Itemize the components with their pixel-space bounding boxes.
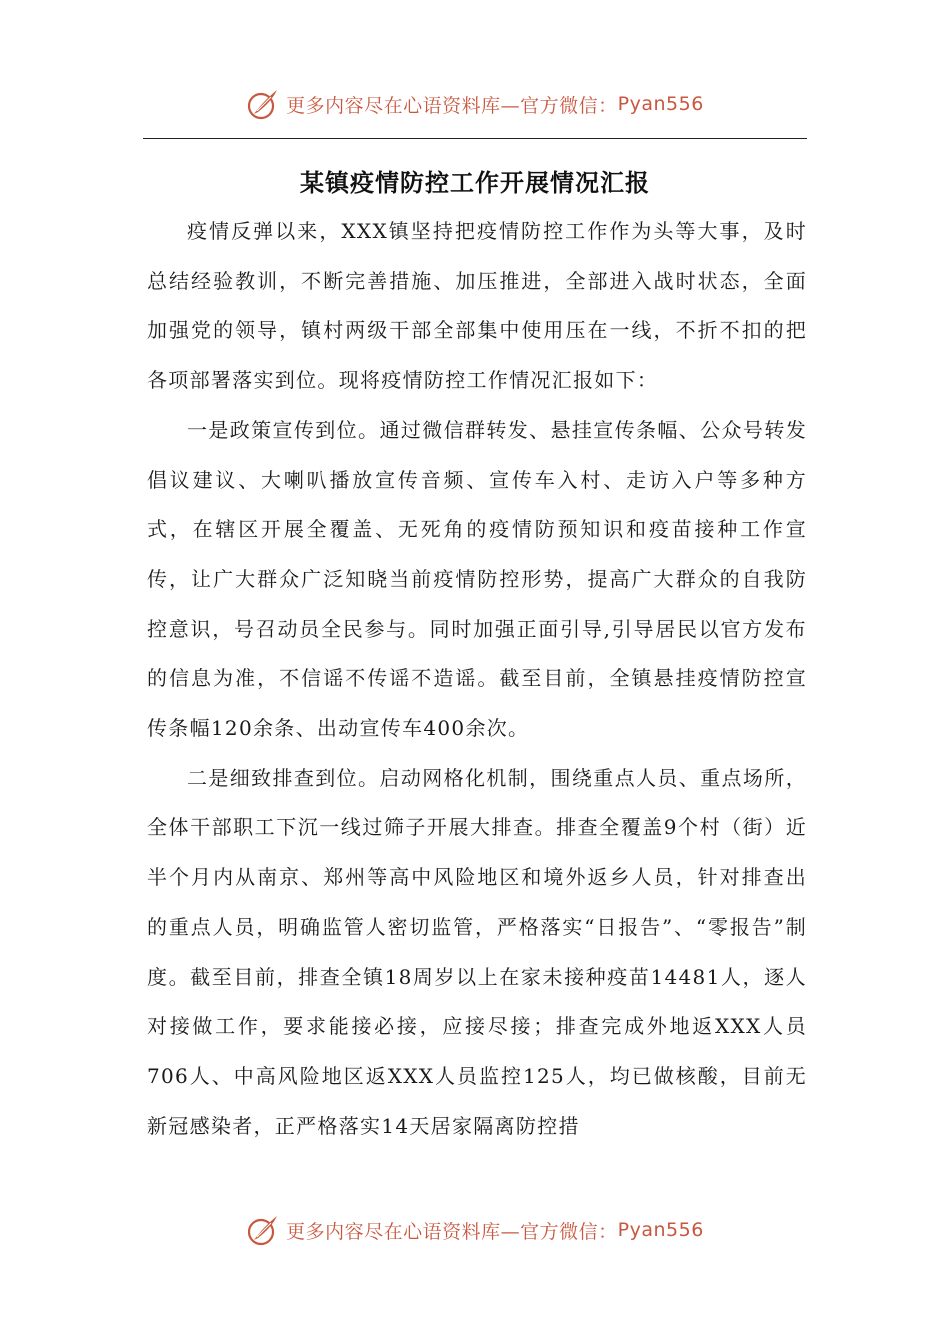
document-body — [147, 207, 807, 1151]
footer-banner — [0, 1208, 950, 1252]
banner-text: 更多内容尽在心语资料库—官方微信： — [286, 1220, 618, 1243]
banner-wechat-id: Pyan556 — [617, 1219, 704, 1241]
header-banner — [0, 82, 950, 126]
document-title: 某镇疫情防控工作开展情况汇报 — [300, 168, 650, 197]
quill-pen-logo-icon — [246, 1213, 280, 1247]
header-divider — [143, 138, 807, 139]
paragraph: 一是政策宣传到位。通过微信群转发、悬挂宣传条幅、公众号转发倡议建议、大喇叭播放宣传音频、宣传车入村、走访入户等多种方式，在辖区开展全覆盖、无死角的疫情防预知识和疫苗接种工作宣传，让广大群众广泛知晓当前疫情防控形势，提高广大群众的自我防控意识，号召动员全民参与。同时加强正面引导,引导居民以官方发布的信息为准，不信谣不传谣不造谣。截至目前，全镇悬挂疫情防控宣传条幅120余条、出动宣传车400余次。 — [147, 417, 807, 741]
paragraph: 疫情反弹以来，XXX镇坚持把疫情防控工作作为头等大事，及时总结经验教训，不断完善措施、加压推进，全部进入战时状态，全面加强党的领导，镇村两级干部全部集中使用压在一线，不折不扣的把各项部署落实到位。现将疫情防控工作情况汇报如下： — [147, 219, 807, 393]
quill-pen-logo-icon — [246, 87, 280, 121]
banner-text: 更多内容尽在心语资料库—官方微信： — [286, 94, 618, 117]
banner-wechat-id: Pyan556 — [617, 93, 704, 115]
paragraph: 二是细致排查到位。启动网格化机制，围绕重点人员、重点场所，全体干部职工下沉一线过筛子开展大排查。排查全覆盖9个村（街）近半个月内从南京、郑州等高中风险地区和境外返乡人员，针对排查出的重点人员，明确监管人密切监管，严格落实“日报告”、“零报告”制度。截至目前，排查全镇18周岁以上在家未接种疫苗14481人，逐人对接做工作，要求能接必接，应接尽接；排查完成外地返XXX人员706人、中高风险地区返XXX人员监控125人，均已做核酸，目前无新冠感染者，正严格落实14天居家隔离防控措 — [147, 765, 807, 1138]
